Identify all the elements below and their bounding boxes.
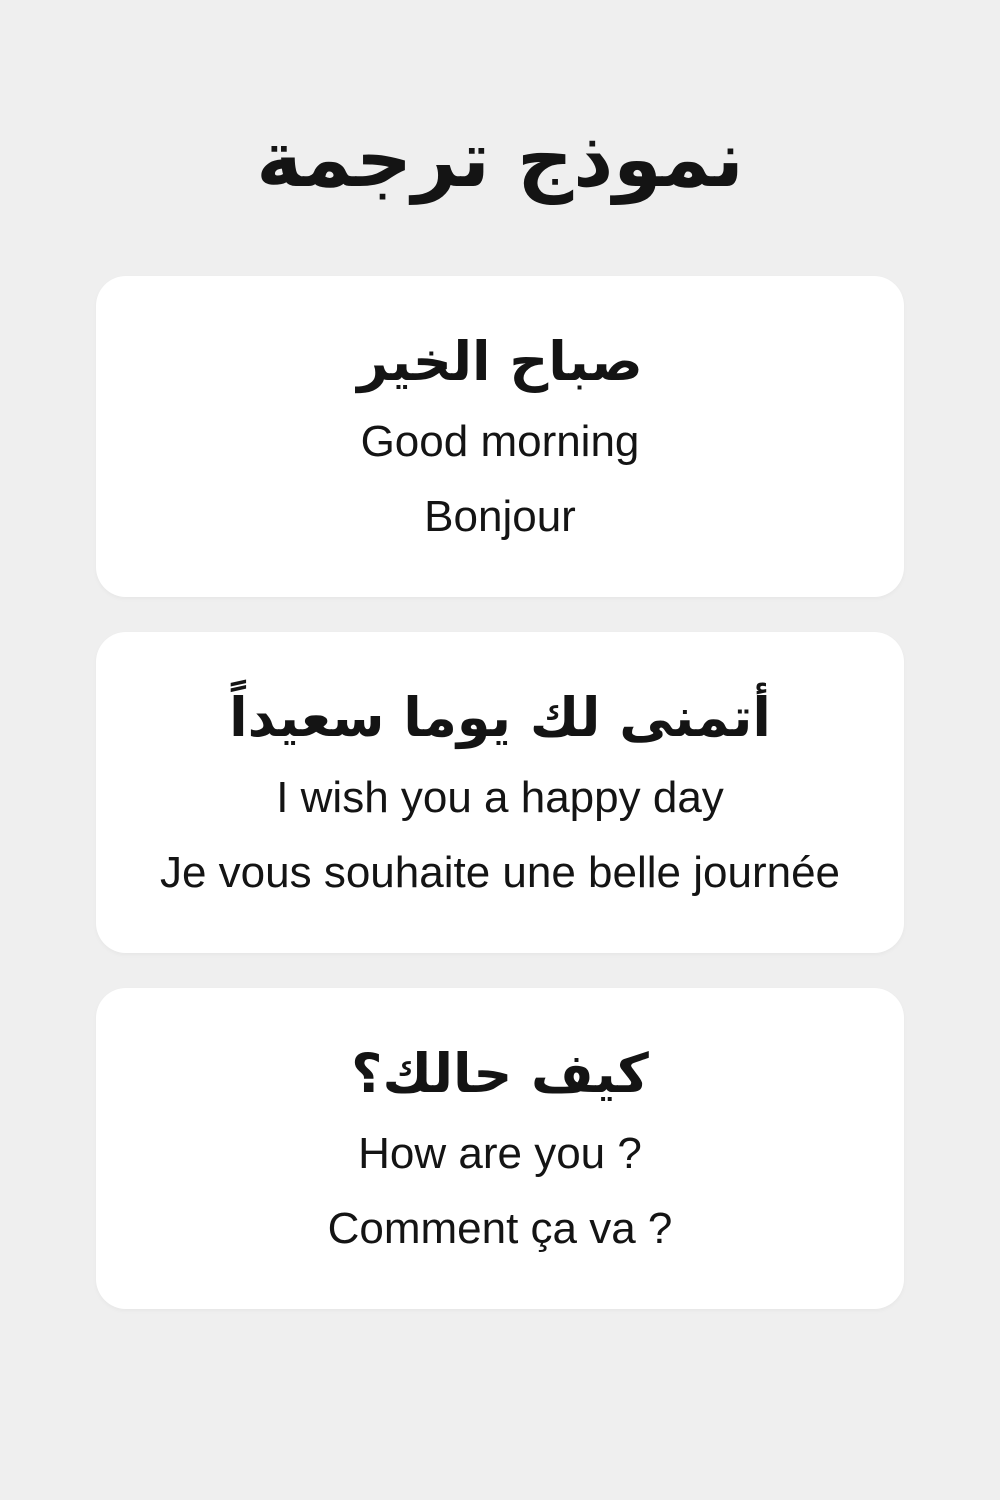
english-translation: How are you ? [358,1129,642,1179]
phrase-card [96,988,904,1309]
page-title: نموذج ترجمة [256,115,744,205]
english-translation: Good morning [360,417,640,467]
phrase-card-list [96,276,904,1309]
arabic-phrase: كيف حالك؟ [351,1042,649,1106]
arabic-phrase: صباح الخير [357,330,643,394]
french-translation: Bonjour [424,491,576,541]
french-translation: Comment ça va ? [327,1203,673,1253]
phrase-card [96,276,904,597]
french-translation: Je vous souhaite une belle journée [159,847,841,897]
english-translation: I wish you a happy day [276,773,724,823]
phrase-card [96,632,904,953]
arabic-phrase: أتمنى لك يوما سعيداً [229,686,771,750]
